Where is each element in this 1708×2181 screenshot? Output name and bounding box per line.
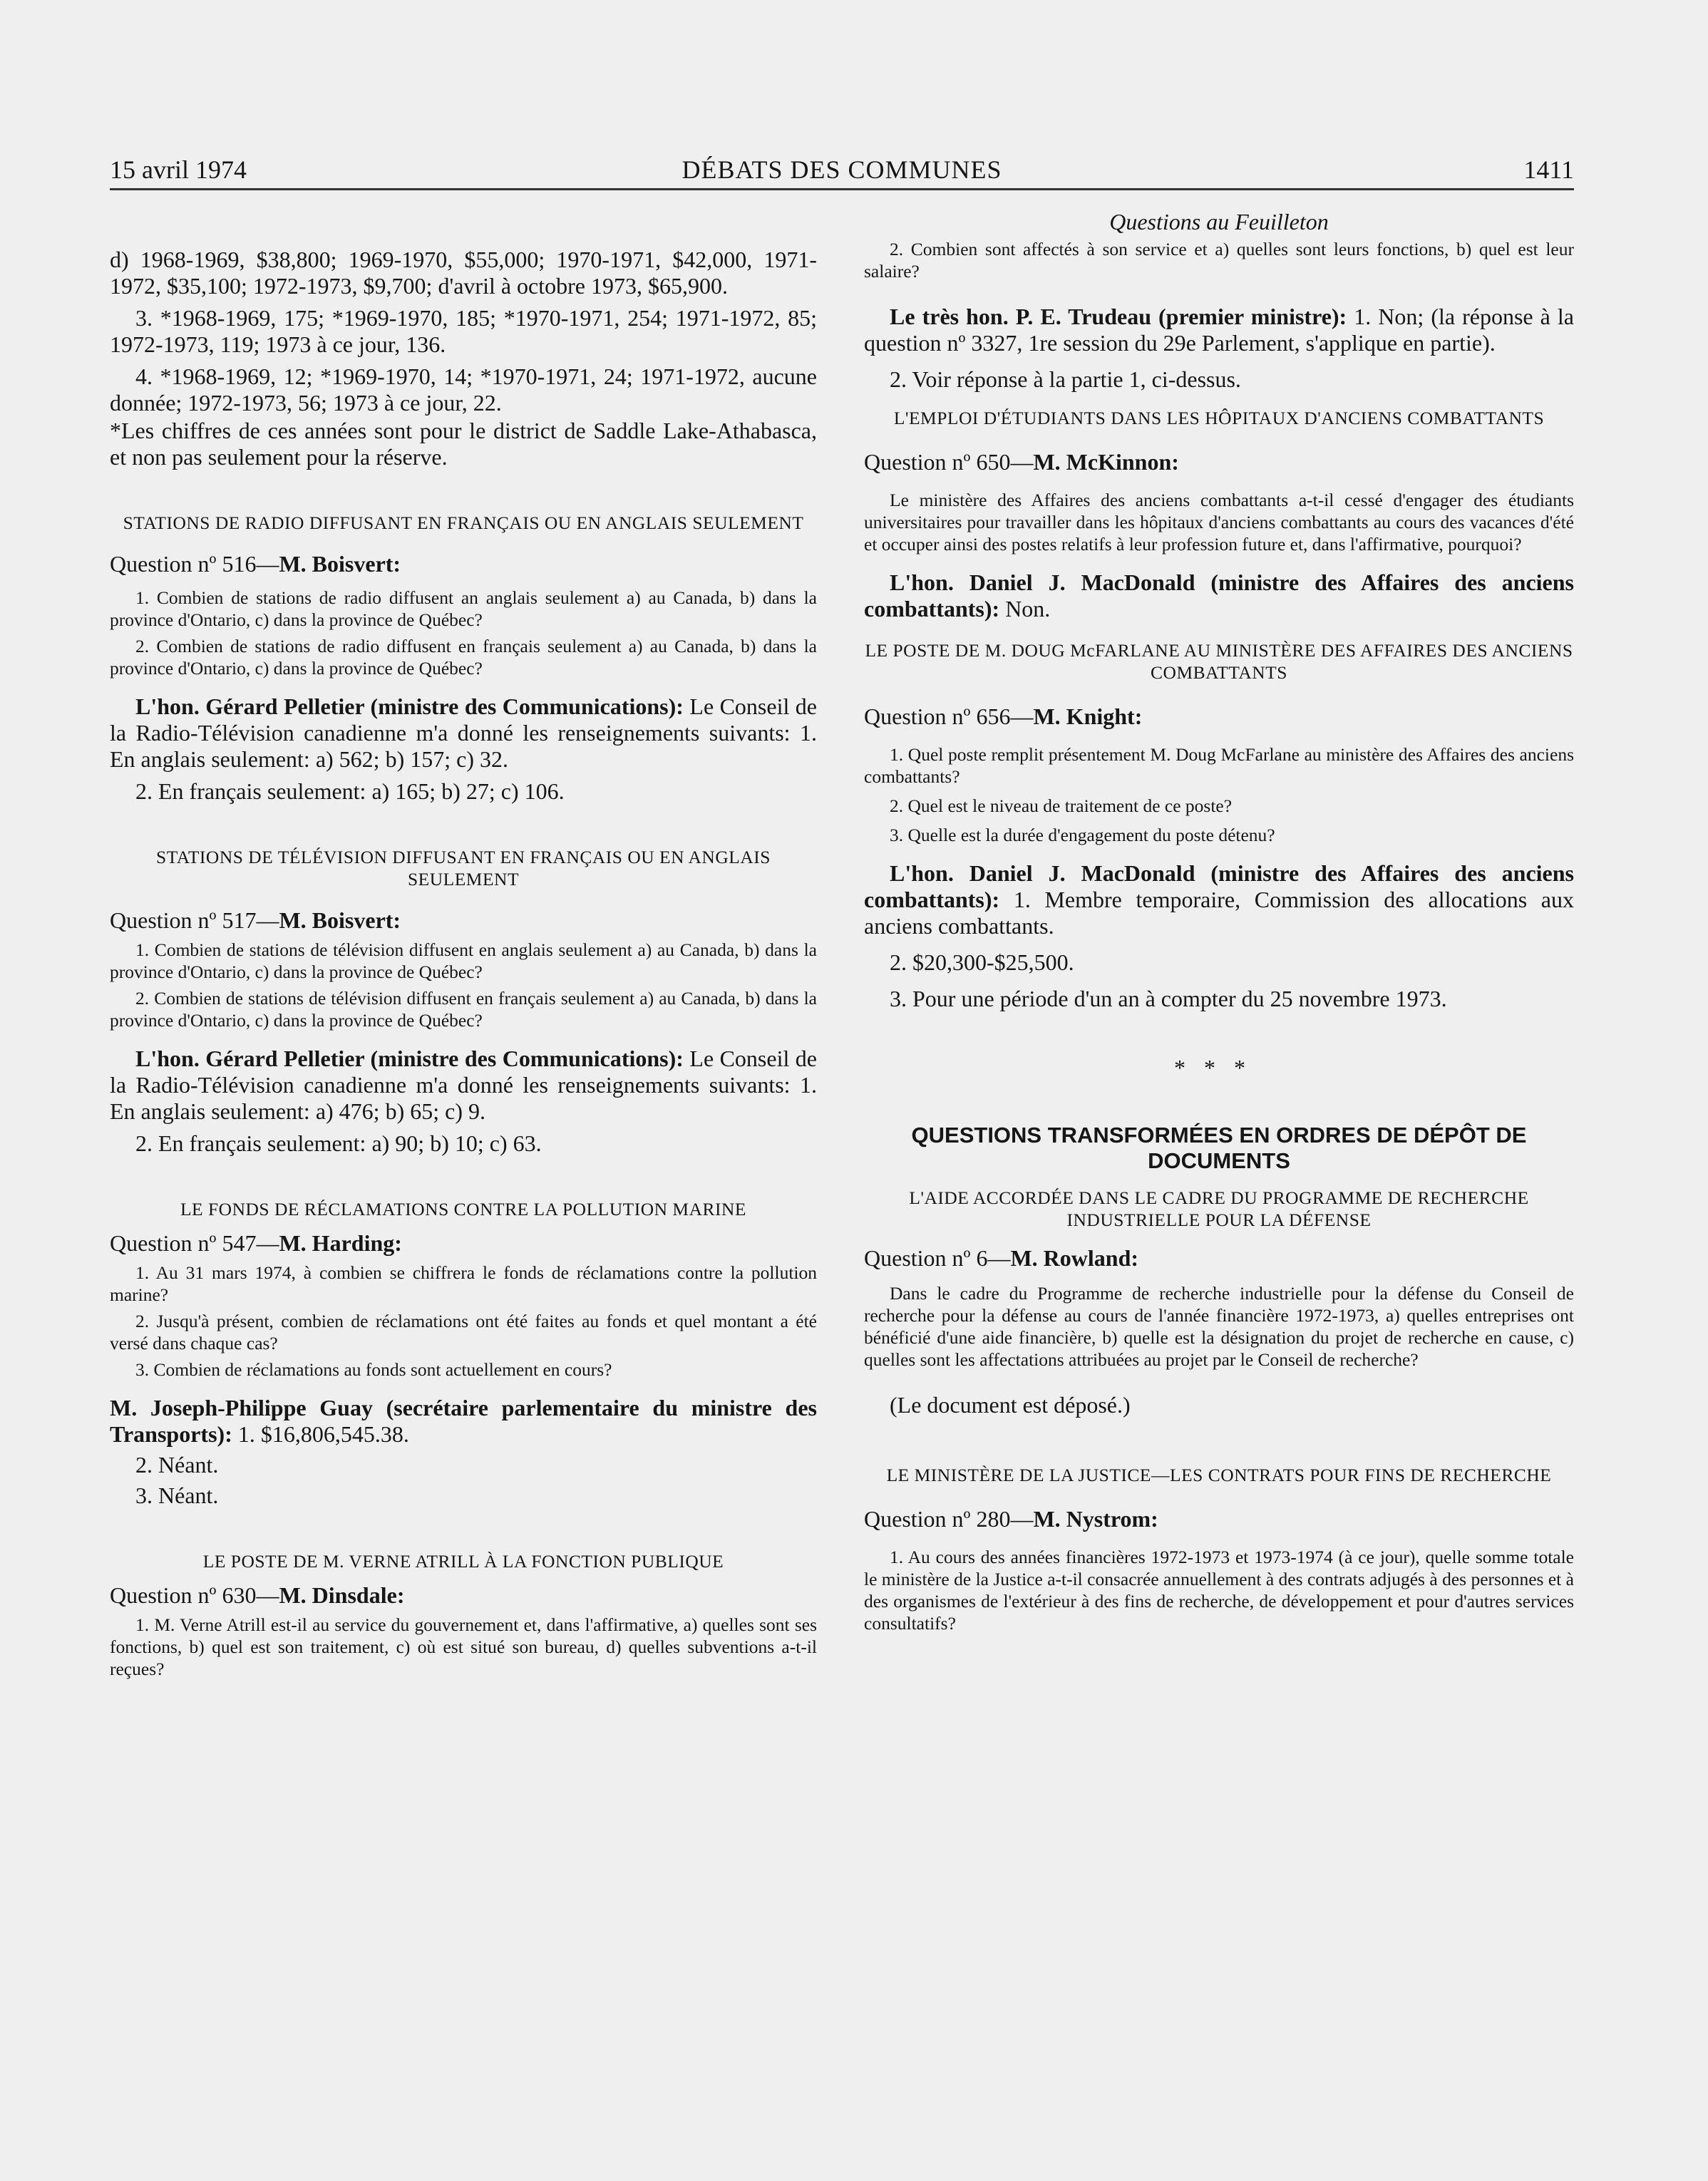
section-title: LE POSTE DE M. DOUG McFARLANE AU MINISTÈRE DES AFFAIRES DES ANCIENS COMBATTANTS [865,640,1573,683]
page-number: 1411 [1523,155,1574,184]
header-title: DÉBATS DES COMMUNES [681,155,1002,184]
question-item: 1. Au 31 mars 1974, à combien se chiffrera le fonds de réclamations contre la pollution marine? [110,1262,817,1305]
question-item: 2. Combien de stations de radio diffusent en français seulement a) au Canada, b) dans la province d'Ontario, c) dans la province de Québec? [110,636,817,679]
question-number: Question nº 516— [110,551,279,577]
question-member: M. Dinsdale: [279,1582,405,1608]
speaker: L'hon. Gérard Pelletier (ministre des Communications): [135,694,684,719]
answer: 3. Pour une période d'un an à compter du 25 novembre 1973. [890,986,1447,1011]
question-number: Question nº 517— [110,907,279,933]
section-title: LE FONDS DE RÉCLAMATIONS CONTRE LA POLLUTION MARINE [180,1199,747,1220]
question-item: Le ministère des Affaires des anciens combattants a-t-il cessé d'engager des étudiants universitaires pour travailler dans les hôpitaux d'anciens combattants au cours des vacances d'été et occuper ainsi des postes relatifs à leur profession future et, dans l'affirmative, pourquoi? [864,490,1574,555]
answer-text: Non. [999,596,1051,622]
speaker: M. Joseph-Philippe Guay (secrétaire parlementaire du ministre des Transports): [110,1395,817,1447]
answer [864,860,1574,939]
question-member: M. Knight: [1033,703,1143,729]
answer [110,694,817,773]
question-item: Dans le cadre du Programme de recherche industrielle pour la défense du Conseil de recherche pour la défense au cours de l'année financière 1972-1973, a) quelles entreprises ont bénéficié d'une aide financière, b) quelle est la désignation du projet de recherche en cause, c) quelles sont les affectations attribuées au projet par le Conseil de recherche? [864,1283,1574,1370]
answer [864,304,1574,356]
question-member: M. Rowland: [1010,1245,1139,1271]
question-item: 1. M. Verne Atrill est-il au service du gouvernement et, dans l'affirmative, a) quelles sont ses fonctions, b) quel est son traitement, c) où est situé son bureau, d) quelles subventions a-t-il reçues? [110,1614,817,1679]
question-number: Question nº 656— [864,703,1034,729]
page-header [110,153,1574,190]
section-title: L'AIDE ACCORDÉE DANS LE CADRE DU PROGRAMME DE RECHERCHE INDUSTRIELLE POUR LA DÉFENSE [909,1187,1529,1230]
answer: 2. Voir réponse à la partie 1, ci-dessus. [890,366,1241,392]
answer-text: 1. $16,806,545.38. [232,1421,409,1447]
question-heading [864,702,1574,731]
section-title: LE POSTE DE M. VERNE ATRILL À LA FONCTION PUBLIQUE [202,1551,724,1572]
question-heading [110,550,817,578]
section-title: LE MINISTÈRE DE LA JUSTICE—LES CONTRATS POUR FINS DE RECHERCHE [886,1465,1552,1485]
left-column [110,208,817,1680]
question-item: 2. Quel est le niveau de traitement de ce poste? [890,795,1233,816]
answer: 2. En français seulement: a) 90; b) 10; c) 63. [135,1130,542,1156]
question-heading [110,906,817,934]
paragraph: 4. *1968-1969, 12; *1969-1970, 14; *1970-1971, 24; 1971-1972, aucune donnée; 1972-1973, 56; 1973 à ce jour, 22. [110,364,817,416]
answer [110,1395,817,1448]
question-number: Question nº 547— [110,1230,279,1256]
answer [864,569,1574,622]
question-number: Question nº 280— [864,1506,1034,1532]
section-separator: *** [1174,1055,1264,1081]
question-item: 2. Combien sont affectés à son service et a) quelles sont leurs fonctions, b) quel est leur salaire? [864,239,1574,282]
question-item: 1. Quel poste remplit présentement M. Doug McFarlane au ministère des Affaires des anciens combattants? [864,744,1574,787]
question-member: M. Boisvert: [279,907,401,933]
question-item: 3. Quelle est la durée d'engagement du poste détenu? [890,825,1275,845]
question-heading [864,448,1574,476]
question-item: 2. Combien de stations de télévision diffusent en français seulement a) au Canada, b) dans la province d'Ontario, c) dans la province de Québec? [110,988,817,1031]
section-title: STATIONS DE TÉLÉVISION DIFFUSANT EN FRANÇAIS OU EN ANGLAIS SEULEMENT [156,847,771,890]
note: (Le document est déposé.) [890,1392,1131,1418]
question-number: Question nº 650— [864,449,1034,475]
part-title: QUESTIONS TRANSFORMÉES EN ORDRES DE DÉPÔT DE DOCUMENTS [911,1123,1527,1173]
answer: 3. Néant. [135,1483,219,1508]
paragraph: 3. *1968-1969, 175; *1969-1970, 185; *1970-1971, 254; 1971-1972, 85; 1972-1973, 119; 1973 à ce jour, 136. [110,305,817,357]
question-item: 2. Jusqu'à présent, combien de réclamations ont été faites au fonds et quel montant a été versé dans chaque cas? [110,1311,817,1354]
question-number: Question nº 6— [864,1245,1011,1271]
answer-text: 1. Non; (la réponse à la question nº 3327, 1re session du 29e Parlement, s'applique en partie). [864,304,1575,356]
question-heading [110,1581,817,1609]
answer-text: Le Conseil de la Radio-Télévision canadienne m'a donné les renseignements suivants: 1. En anglais seulement: a) 476; b) 65; c) 9. [110,1046,818,1124]
question-member: M. Boisvert: [279,551,401,577]
answer: 2. En français seulement: a) 165; b) 27; c) 106. [135,778,565,804]
speaker: L'hon. Daniel J. MacDonald (ministre des Affaires des anciens combattants): [864,860,1574,912]
question-item: 1. Combien de stations de radio diffusent an anglais seulement a) au Canada, b) dans la province d'Ontario, c) dans la province de Québec? [110,587,817,630]
paragraph: d) 1968-1969, $38,800; 1969-1970, $55,000; 1970-1971, $42,000, 1971-1972, $35,100; 1972-1973, $9,700; d'avril à octobre 1973, $65,900. [110,247,817,299]
question-item: 1. Au cours des années financières 1972-1973 et 1973-1974 (à ce jour), quelle somme totale le ministère de la Justice a-t-il consacrée annuellement à des contrats adjugés à des personnes et à des organismes de l'extérieur à des fins de recherche, de développement et pour d'autres services consultatifs? [864,1547,1574,1634]
question-member: M. Nystrom: [1033,1506,1158,1532]
question-member: M. McKinnon: [1033,449,1179,475]
running-head: Questions au Feuilleton [1109,209,1329,234]
answer-text: 1. Membre temporaire, Commission des allocations aux anciens combattants. [864,887,1574,939]
speaker: Le très hon. P. E. Trudeau (premier ministre): [890,304,1347,329]
header-date: 15 avril 1974 [110,155,247,184]
question-heading [864,1244,1574,1272]
answer: 2. $20,300-$25,500. [890,949,1074,975]
speaker: L'hon. Daniel J. MacDonald (ministre des Affaires des anciens combattants): [864,569,1574,622]
right-column [864,208,1574,1634]
question-item: 1. Combien de stations de télévision diffusent en anglais seulement a) au Canada, b) dans la province d'Ontario, c) dans la province de Québec? [110,939,817,982]
answer-text: Le Conseil de la Radio-Télévision canadienne m'a donné les renseignements suivants: 1. En anglais seulement: a) 562; b) 157; c) 32. [110,694,818,772]
question-item: 3. Combien de réclamations au fonds sont actuellement en cours? [135,1359,612,1380]
question-member: M. Harding: [279,1230,402,1256]
paragraph: *Les chiffres de ces années sont pour le district de Saddle Lake-Athabasca, et non pas seulement pour la réserve. [110,418,817,470]
speaker: L'hon. Gérard Pelletier (ministre des Communications): [135,1046,684,1071]
question-heading [864,1505,1574,1533]
answer [110,1046,817,1125]
question-heading [110,1229,817,1257]
section-title: L'EMPLOI D'ÉTUDIANTS DANS LES HÔPITAUX D'ANCIENS COMBATTANTS [893,408,1545,428]
section-title: STATIONS DE RADIO DIFFUSANT EN FRANÇAIS OU EN ANGLAIS SEULEMENT [123,512,804,533]
answer: 2. Néant. [135,1452,219,1478]
question-number: Question nº 630— [110,1582,279,1608]
